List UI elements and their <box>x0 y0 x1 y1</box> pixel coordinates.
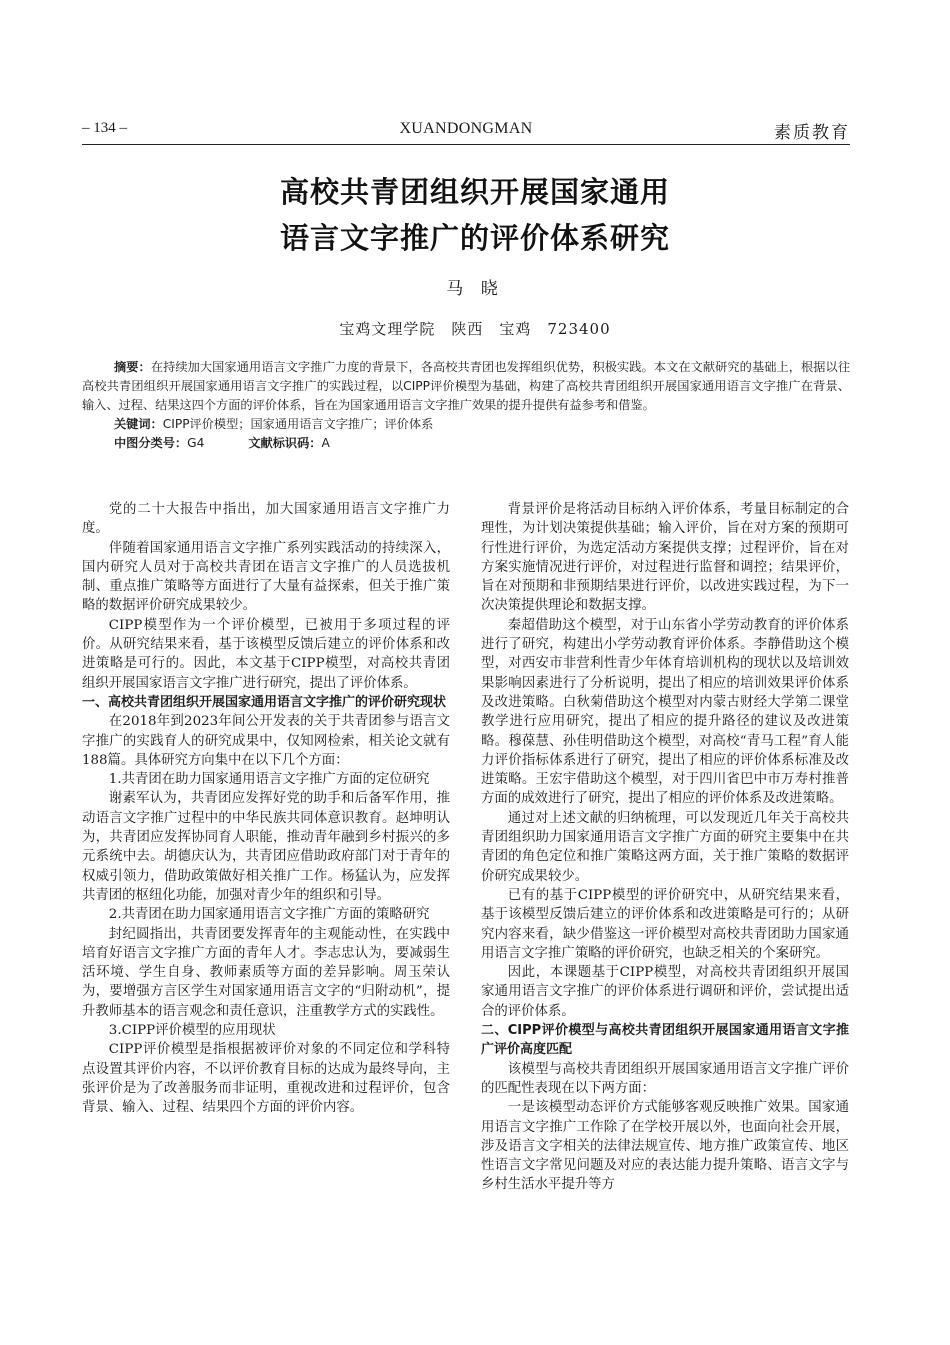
section-heading-1: 一、高校共青团组织开展国家通用语言文字推广的评价研究现状 <box>82 694 447 710</box>
cls-label: 中图分类号： <box>114 436 188 450</box>
abstract-block <box>82 358 850 453</box>
doc-label: 文献标识码： <box>248 436 322 450</box>
abstract <box>82 358 850 415</box>
paragraph: 一是该模型动态评价方式能够客观反映推广效果。国家通用语言文字推广工作除了在学校开展以外，也面向社会开展，涉及语言文字相关的法律法规宣传、地方推广政策宣传、地区性语言文字常见问题及对应的表达能力提升策略、语言文字与乡村生活水平提升等方 <box>481 1100 849 1193</box>
doc-value: A <box>321 436 330 450</box>
paragraph: CIPP评价模型是指根据被评价对象的不同定位和学科特点设置其评价内容，不以评价教育目标的达成为最终导向，主张评价是为了改善服务而非证明，重视改进和过程评价，包含背景、输入、过程、结果四个方面的评价内容。 <box>82 1042 450 1116</box>
section-name: 素质教育 <box>774 123 850 142</box>
cls-value: G4 <box>187 436 205 450</box>
paragraph: 封纪圆指出，共青团要发挥青年的主观能动性，在实践中培育好语言文字推广方面的青年人才。李志忠认为，要减弱生活环境、学生自身、教师素质等方面的差异影响。周玉荣认为，要增强方言区学生对国家通用语言文字的“归附动机”，提升教师基本的语言观念和责任意识，注重教学方式的实践性。 <box>82 926 450 1019</box>
paragraph: 背景评价是将活动目标纳入评价体系，考量目标制定的合理性，为计划决策提供基础；输入评价，旨在对方案的预期可行性进行评价，为选定活动方案提供支撑；过程评价，旨在对方案实施情况进行评价，对过程进行监督和调控；结果评价，旨在对预期和非预期结果进行评价，以改进实践过程，为下一次决策提供理论和数据支撑。 <box>481 502 849 614</box>
keywords <box>114 415 850 434</box>
paragraph: 通过对上述文献的归纳梳理，可以发现近几年关于高校共青团组织助力国家通用语言文字推广方面的研究主要集中在共青团的角色定位和推广策略这两方面，关于推广策略的数据评价研究成果较少。 <box>481 810 849 884</box>
paragraph: 该模型与高校共青团组织开展国家通用语言文字推广评价的匹配性表现在以下两方面： <box>481 1061 849 1096</box>
page-header <box>82 118 850 145</box>
paragraph: 谢素军认为，共青团应发挥好党的助手和后备军作用，推动语言文字推广过程中的中华民族共同体意识教育。赵坤明认为，共青团应发挥协同育人职能，推动青年融到乡村振兴的多元系统中去。胡德庆认为，共青团应借助政府部门对于青年的权威引领力，借助政策做好相关推广工作。杨猛认为，应发挥共青团的枢纽化功能，加强对青少年的组织和引导。 <box>82 791 450 903</box>
paragraph: 秦超借助这个模型，对于山东省小学劳动教育的评价体系进行了研究，构建出小学劳动教育评价体系。李静借助这个模型，对西安市非营利性青少年体育培训机构的现状以及培训效果影响因素进行了分析说明，提出了相应的培训效果评价体系及改进策略。白秋菊借助这个模型对内蒙古财经大学第二课堂教学进行应用研究，提出了相应的提升路径的建议及改进策略。穆葆慧、孙佳明借助这个模型，对高校“青马工程”育人能力评价指标体系进行了研究，提出了相应的评价体系标准及改进策略。王宏宇借助这个模型，对于四川省巴中市万寿村推普方面的成效进行了研究，提出了相应的评价体系及改进策略。 <box>481 617 849 807</box>
left-column <box>82 500 450 1118</box>
abstract-text: 在持续加大国家通用语言文字推广力度的背景下，各高校共青团也发挥组织优势，积极实践。本文在文献研究的基础上，根据以往高校共青团组织开展国家通用语言文字推广的实践过程，以CIPP评价模型为基础，构建了高校共青团组织开展国家通用语言文字推广在背景、输入、过程、结果这四个方面的评价体系，旨在为国家通用语言文字推广效果的提升提供有益参考和借鉴。 <box>82 360 851 412</box>
paragraph: 因此，本课题基于CIPP模型，对高校共青团组织开展国家通用语言文字推广的评价体系进行调研和评价，尝试提出适合的评价体系。 <box>481 965 849 1019</box>
keywords-text: CIPP评价模型；国家通用语言文字推广；评价体系 <box>162 417 434 431</box>
subheading: 1.共青团在助力国家通用语言文字推广方面的定位研究 <box>108 772 430 788</box>
section-heading-2: 二、CIPP评价模型与高校共青团组织开展国家通用语言文字推广评价高度匹配 <box>481 1023 849 1058</box>
author: 马 晓 <box>446 279 504 299</box>
paragraph: 伴随着国家通用语言文字推广系列实践活动的持续深入，国内研究人员对于高校共青团在语言文字推广的人员选拔机制、重点推广策略等方面进行了大量有益探索，但关于推广策略的数据评价研究成果较少。 <box>82 540 450 614</box>
paper-title-line-1: 高校共青团组织开展国家通用 <box>279 175 670 209</box>
paragraph: 已有的基于CIPP模型的评价研究中，从研究结果来看，基于该模型反馈后建立的评价体系和改进策略是可行的；从研究内容来看，缺少借鉴这一评价模型对高校共青团助力国家通用语言文字推广策略的评价研究，也缺乏相关的个案研究。 <box>481 887 849 961</box>
affiliation: 宝鸡文理学院 陕西 宝鸡 723400 <box>339 320 611 338</box>
abstract-label: 摘要： <box>114 360 151 374</box>
paragraph: CIPP模型作为一个评价模型，已被用于多项过程的评价。从研究结果来看，基于该模型反馈后建立的评价体系和改进策略是可行的。因此，本文基于CIPP模型，对高校共青团组织开展国家语言文字推广进行研究，提出了评价体系。 <box>82 617 450 691</box>
subheading: 3.CIPP评价模型的应用现状 <box>108 1023 276 1039</box>
keywords-label: 关键词： <box>114 417 163 431</box>
subheading: 2.共青团在助力国家通用语言文字推广方面的策略研究 <box>108 907 430 923</box>
journal-name: XUANDONGMAN <box>399 120 533 137</box>
paper-title-line-2: 语言文字推广的评价体系研究 <box>279 221 670 255</box>
page-number: – 134 – <box>82 120 127 136</box>
right-column <box>481 500 849 1195</box>
paragraph: 在2018年到2023年间公开发表的关于共青团参与语言文字推广的实践育人的研究成果中，仅知网检索，相关论文就有188篇。具体研究方向集中在以下几个方面： <box>82 714 450 768</box>
classification <box>114 434 850 453</box>
paragraph: 党的二十大报告中指出，加大国家通用语言文字推广力度。 <box>82 502 450 537</box>
